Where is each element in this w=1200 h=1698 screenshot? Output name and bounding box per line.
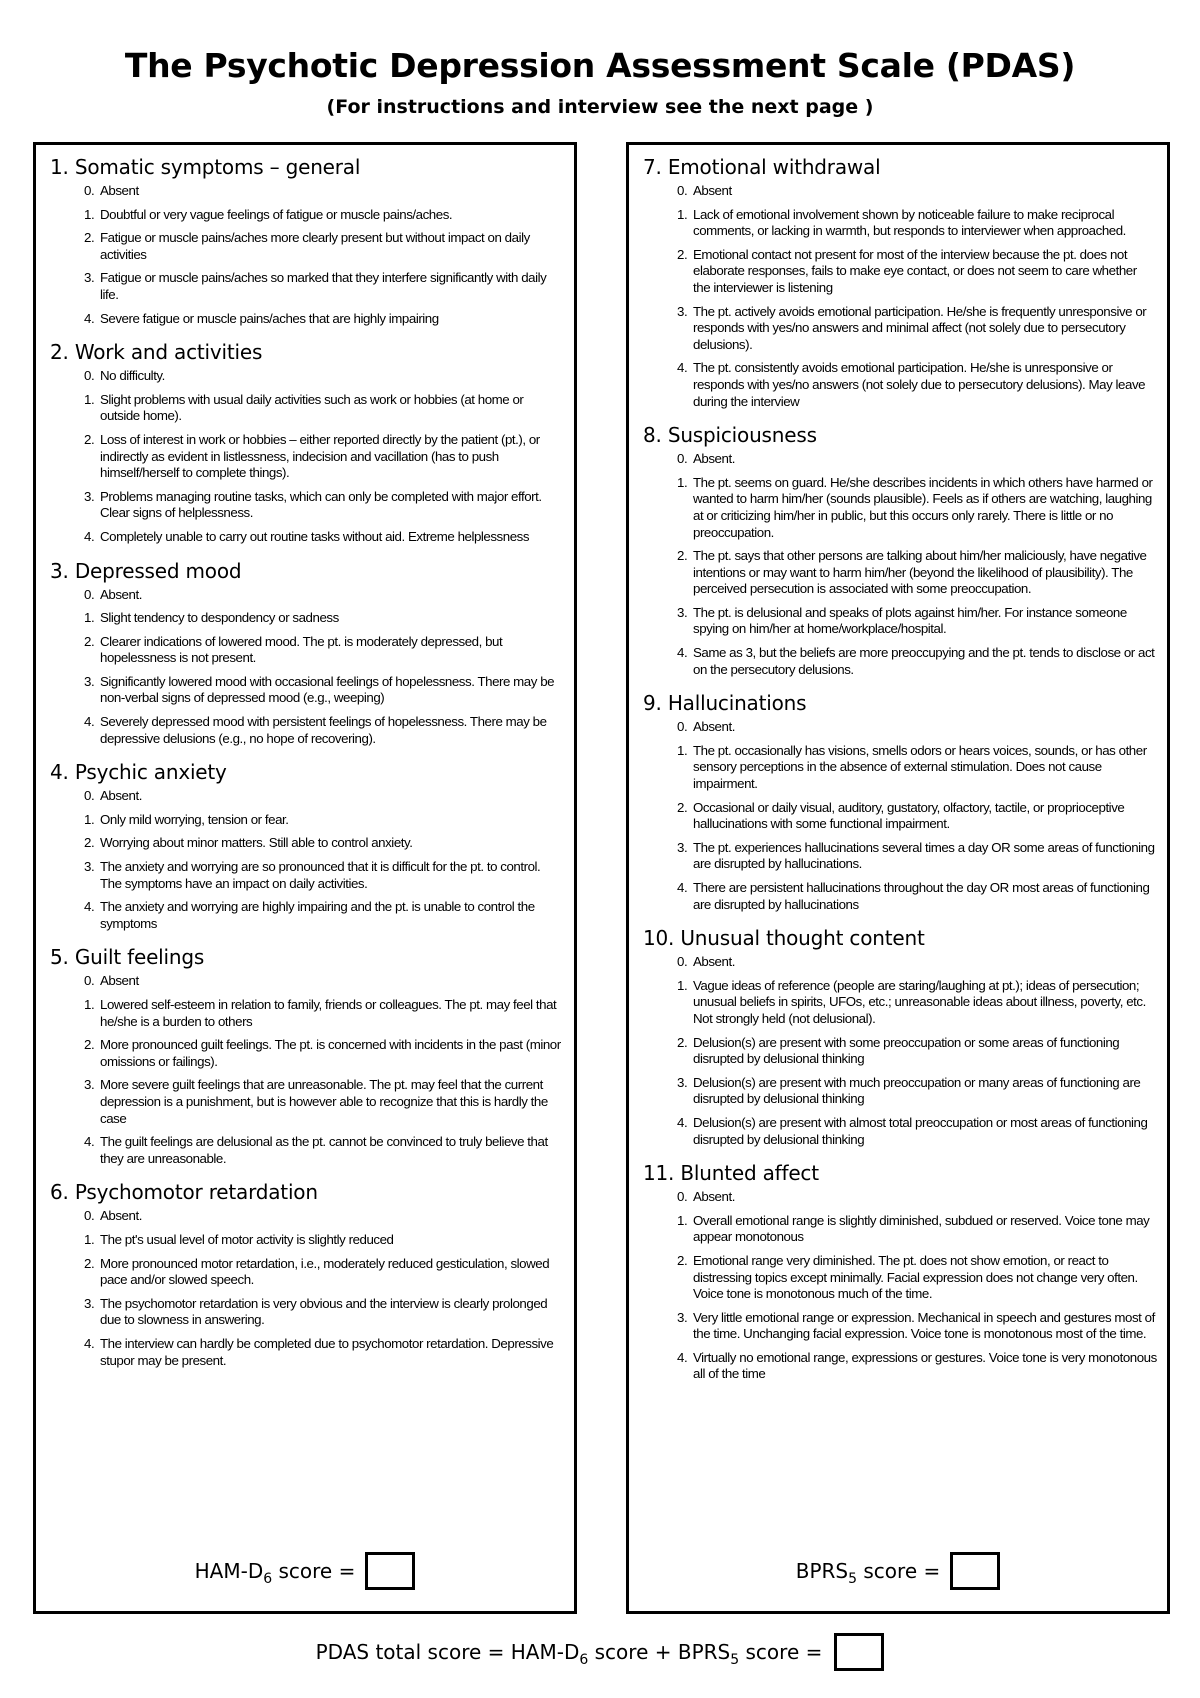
option-number: 4. (677, 880, 688, 895)
option-number: 1. (84, 1231, 95, 1247)
option-text: Absent (693, 183, 732, 198)
rating-option[interactable] (677, 1115, 1157, 1148)
rating-option[interactable] (84, 1296, 564, 1329)
option-number: 1. (84, 997, 95, 1012)
option-text: Significantly lowered mood with occasional feelings of hopelessness. There may be non-verbal signs of depressed mood (e.g., weeping) (100, 673, 555, 706)
page-subtitle: (For instructions and interview see the next page ) (326, 96, 874, 118)
option-text: The pt. says that other persons are talking about him/her maliciously, have negative intentions or may want to harm him/her (beyond the likelihood of plausibility). The perceived persecution is associated with some preoccupation. (693, 548, 1147, 597)
rating-option[interactable] (84, 230, 564, 263)
option-number: 2. (677, 246, 688, 262)
rating-option[interactable] (677, 183, 1157, 200)
rating-option[interactable] (84, 899, 564, 932)
rating-option[interactable] (677, 840, 1157, 873)
option-text: Delusion(s) are present with much preoccupation or many areas of functioning are disrupted by delusional thinking (693, 1074, 1141, 1107)
option-number: 4. (677, 645, 688, 661)
option-text: The pt's usual level of motor activity is slightly reduced (100, 1231, 394, 1247)
option-number: 4. (84, 899, 95, 915)
option-text: Clearer indications of lowered mood. The pt. is moderately depressed, but hopelessness is not present. (100, 633, 503, 666)
option-text: Absent. (693, 719, 735, 735)
rating-option[interactable] (677, 1075, 1157, 1108)
ham-d-items (50, 155, 564, 1382)
bprs-score-row (629, 1549, 1167, 1593)
option-number: 4. (84, 1134, 95, 1150)
option-text: Absent. (693, 1189, 735, 1205)
option-text: Virtually no emotional range, expressions or gestures. Voice tone is very monotonous all of the time (693, 1349, 1157, 1382)
option-number: 1. (84, 811, 95, 827)
option-text: Severely depressed mood with persistent feelings of hopelessness. There may be depressive delusions (e.g., no hope of recovering). (100, 714, 547, 746)
item-title: 2. Work and activities (50, 340, 263, 365)
option-number: 3. (677, 1309, 688, 1325)
option-text: Slight problems with usual daily activities such as work or hobbies (at home or outside home). (100, 391, 524, 424)
bprs-score-box[interactable] (950, 1552, 1000, 1590)
option-text: Fatigue or muscle pains/aches so marked that they interfere significantly with daily life. (100, 270, 547, 302)
option-number: 2. (677, 799, 688, 815)
rating-option[interactable] (677, 743, 1157, 793)
option-text: The psychomotor retardation is very obvious and the interview is clearly prolonged due to slowness in answering. (100, 1295, 548, 1328)
rating-option[interactable] (84, 270, 564, 303)
option-number: 0. (84, 788, 95, 804)
item-title: 10. Unusual thought content (643, 926, 925, 951)
rating-option[interactable] (677, 451, 1157, 468)
option-number: 1. (677, 474, 688, 490)
option-text: Slight tendency to despondency or sadness (100, 610, 339, 626)
rating-option[interactable] (677, 800, 1157, 833)
item-title: 4. Psychic anxiety (50, 760, 227, 785)
rating-option[interactable] (677, 1213, 1157, 1246)
option-number: 3. (84, 859, 95, 875)
rating-option[interactable] (677, 247, 1157, 297)
option-text: Vague ideas of reference (people are staring/laughing at pt.); ideas of persecution; unusual beliefs in spirits, UFOs, etc.; unreasonable ideas about illness, poverty, etc. Not strongly held (not delusional). (693, 977, 1146, 1026)
option-number: 4. (84, 310, 95, 326)
rating-option[interactable] (677, 645, 1157, 678)
option-text: Absent. (100, 586, 142, 602)
rating-option[interactable] (84, 1336, 564, 1369)
option-text: Occasional or daily visual, auditory, gustatory, olfactory, tactile, or proprioceptive hallucinations with some functional impairment. (693, 799, 1125, 832)
option-text: Absent. (693, 451, 735, 467)
rating-option[interactable] (677, 1310, 1157, 1343)
bprs-items (643, 155, 1157, 1396)
option-text: The interview can hardly be completed due to psychomotor retardation. Depressive stupor may be present. (100, 1335, 554, 1368)
rating-option[interactable] (84, 392, 564, 425)
item-title: 7. Emotional withdrawal (643, 155, 881, 179)
item-title: 11. Blunted affect (643, 1161, 819, 1186)
option-text: Emotional range very diminished. The pt. does not show emotion, or react to distressing topics except minimally. Facial expression does not change very often. Voice tone is monotonous much of the time. (693, 1252, 1138, 1302)
option-number: 0. (84, 368, 95, 384)
option-number: 1. (677, 1212, 688, 1228)
rating-option[interactable] (677, 605, 1157, 638)
scale-item (50, 340, 564, 545)
rating-option[interactable] (84, 183, 564, 200)
option-number: 3. (677, 303, 688, 319)
scale-item (50, 559, 564, 748)
rating-option[interactable] (84, 1232, 564, 1249)
option-text: Only mild worrying, tension or fear. (100, 811, 289, 827)
option-text: Absent. (693, 954, 735, 970)
item-title: 9. Hallucinations (643, 691, 807, 716)
option-text: Emotional contact not present for most of the interview because the pt. does not elaborate responses, fails to make eye contact, or does not seem to care whether the interviewer is listening (693, 246, 1137, 295)
option-text: There are persistent hallucinations throughout the day OR most areas of functioning are disrupted by hallucinations (693, 880, 1150, 912)
pdas-total-row (0, 1630, 1200, 1674)
option-number: 2. (84, 431, 95, 447)
option-number: 1. (84, 610, 95, 626)
option-number: 2. (84, 835, 95, 851)
scale-item (50, 945, 564, 1167)
rating-option[interactable] (677, 548, 1157, 598)
scale-item (643, 423, 1157, 678)
option-text: No difficulty. (100, 368, 165, 384)
option-text: Absent. (100, 1208, 142, 1224)
rating-option[interactable] (84, 207, 564, 224)
option-number: 0. (677, 1189, 688, 1205)
rating-option[interactable] (84, 835, 564, 852)
option-number: 3. (84, 488, 95, 504)
rating-option[interactable] (677, 954, 1157, 971)
ham-d-score-label: HAM-$D_6$ score = (194, 1559, 356, 1587)
rating-option[interactable] (84, 1208, 564, 1225)
option-number: 1. (677, 206, 688, 222)
ham-d-score-row (36, 1549, 574, 1593)
rating-option[interactable] (677, 1253, 1157, 1303)
rating-option[interactable] (677, 719, 1157, 736)
option-text: Absent. (100, 788, 142, 804)
option-number: 2. (677, 548, 688, 564)
option-text: More pronounced motor retardation, i.e., moderately reduced gesticulation, slowed pace and/or slowed speech. (100, 1255, 550, 1288)
ham-d-score-box[interactable] (365, 1552, 415, 1590)
option-number: 3. (677, 839, 688, 855)
option-text: Loss of interest in work or hobbies – either reported directly by the patient (pt.), or indirectly as evident in listlessness, indecision and vacillation (has to push himself/herself to complete things). (100, 431, 540, 481)
item-title: 5. Guilt feelings (50, 945, 205, 970)
rating-option[interactable] (84, 1134, 564, 1167)
rating-option[interactable] (677, 304, 1157, 354)
option-number: 1. (84, 391, 95, 407)
rating-option[interactable] (84, 489, 564, 522)
bprs-score-label: $BPRS_5$ score = (795, 1559, 941, 1587)
option-number: 2. (84, 1255, 95, 1271)
option-text: The pt. consistently avoids emotional participation. He/she is unresponsive or responds with yes/no answers (not solely due to persecutory delusions). May leave during the interview (693, 360, 1146, 409)
item-title: 6. Psychomotor retardation (50, 1180, 318, 1205)
rating-option[interactable] (84, 1256, 564, 1289)
rating-option[interactable] (84, 1037, 564, 1070)
option-text: The pt. is delusional and speaks of plots against him/her. For instance someone spying on him/her at home/workplace/hospital. (693, 604, 1127, 637)
rating-option[interactable] (677, 360, 1157, 410)
option-text: The pt. occasionally has visions, smells odors or hears voices, sounds, or has other sensory perceptions in the absence of external stimulation. Does not cause impairment. (693, 742, 1147, 792)
option-text: The anxiety and worrying are so pronounced that it is difficult for the pt. to control. The symptoms have an impact on daily activities. (100, 859, 541, 891)
option-text: The pt. experiences hallucinations several times a day OR some areas of functioning are disrupted by hallucinations. (693, 839, 1155, 872)
option-number: 3. (677, 1074, 688, 1090)
option-number: 4. (677, 1114, 688, 1130)
option-number: 2. (84, 230, 95, 246)
rating-option[interactable] (677, 207, 1157, 240)
rating-option[interactable] (84, 973, 564, 990)
option-text: Overall emotional range is slightly diminished, subdued or reserved. Voice tone may appear monotonous (693, 1212, 1150, 1245)
option-number: 3. (84, 1077, 95, 1093)
option-text: Doubtful or very vague feelings of fatigue or muscle pains/aches. (100, 206, 453, 222)
option-text: Delusion(s) are present with almost total preoccupation or most areas of functioning disrupted by delusional thinking (693, 1114, 1148, 1147)
option-text: Absent (100, 183, 139, 198)
rating-option[interactable] (84, 812, 564, 829)
option-text: Delusion(s) are present with some preoccupation or some areas of functioning disrupted by delusional thinking (693, 1034, 1120, 1067)
option-text: Problems managing routine tasks, which can only be completed with major effort. Clear signs of helplessness. (100, 488, 542, 521)
option-text: More pronounced guilt feelings. The pt. is concerned with incidents in the past (minor omissions or failings). (100, 1037, 561, 1069)
option-number: 3. (677, 604, 688, 620)
option-number: 4. (677, 360, 688, 376)
option-number: 1. (677, 742, 688, 758)
scale-item (643, 691, 1157, 913)
rating-option[interactable] (677, 880, 1157, 913)
option-number: 0. (84, 586, 95, 602)
rating-option[interactable] (84, 714, 564, 747)
scale-item (643, 155, 1157, 410)
option-text: The pt. actively avoids emotional participation. He/she is frequently unresponsive or responds with yes/no answers and minimal affect (not solely due to persecutory delusions). (693, 303, 1147, 352)
option-text: Same as 3, but the beliefs are more preoccupying and the pt. tends to disclose or act on the persecutory delusions. (693, 645, 1155, 677)
item-title: 1. Somatic symptoms – general (50, 155, 361, 179)
pdas-total-score-box[interactable] (834, 1633, 884, 1671)
option-text: More severe guilt feelings that are unreasonable. The pt. may feel that the current depression is a punishment, but is however able to recognize that this is hardly the case (100, 1077, 548, 1126)
rating-option[interactable] (677, 1189, 1157, 1206)
bprs-panel (626, 142, 1170, 1614)
scale-item (643, 926, 1157, 1148)
option-number: 1. (677, 977, 688, 993)
option-text: The pt. seems on guard. He/she describes incidents in which others have harmed or wanted to harm him/her (sounds plausible). Feels as if others are watching, laughing at or criticizing him/her in public, but this occurs only rarely. There is little or no preoccupation. (693, 474, 1153, 540)
option-text: Lack of emotional involvement shown by noticeable failure to make reciprocal comments, or lacking in warmth, but responds to interviewer when approached. (693, 206, 1126, 239)
option-text: Severe fatigue or muscle pains/aches that are highly impairing (100, 310, 439, 326)
option-text: Fatigue or muscle pains/aches more clearly present but without impact on daily activities (100, 230, 530, 262)
rating-option[interactable] (677, 978, 1157, 1028)
scale-item (50, 760, 564, 932)
option-number: 4. (677, 1349, 688, 1365)
rating-option[interactable] (677, 1350, 1157, 1383)
rating-option[interactable] (84, 529, 564, 546)
pdas-total-label: PDAS total score = HAM-$D_6$ score + $BPRS_5$ score = (315, 1640, 823, 1668)
page-title: The Psychotic Depression Assessment Scale (PDAS) (124, 46, 1076, 85)
rating-option[interactable] (677, 1035, 1157, 1068)
rating-option[interactable] (84, 432, 564, 482)
option-number: 4. (84, 528, 95, 544)
option-number: 2. (84, 1037, 95, 1053)
rating-option[interactable] (84, 610, 564, 627)
option-number: 2. (677, 1252, 688, 1268)
option-number: 1. (84, 206, 95, 222)
option-number: 3. (84, 673, 95, 689)
option-number: 3. (84, 1295, 95, 1311)
item-title: 3. Depressed mood (50, 558, 242, 583)
option-text: Worrying about minor matters. Still able to control anxiety. (100, 835, 413, 851)
ham-d-panel (33, 142, 577, 1614)
option-text: Absent (100, 973, 139, 989)
rating-option[interactable] (84, 634, 564, 667)
option-number: 2. (84, 633, 95, 649)
option-text: Completely unable to carry out routine tasks without aid. Extreme helplessness (100, 528, 530, 544)
option-number: 3. (84, 270, 95, 286)
rating-option[interactable] (84, 788, 564, 805)
option-number: 0. (84, 1208, 95, 1224)
option-text: Very little emotional range or expression. Mechanical in speech and gestures most of the time. Unchanging facial expression. Voice tone is monotonous most of the time. (693, 1309, 1155, 1342)
rating-option[interactable] (84, 997, 564, 1030)
rating-option[interactable] (677, 475, 1157, 541)
rating-option[interactable] (84, 587, 564, 604)
option-number: 0. (677, 719, 688, 735)
item-title: 8. Suspiciousness (643, 423, 817, 448)
rating-option[interactable] (84, 674, 564, 707)
rating-option[interactable] (84, 1077, 564, 1127)
rating-option[interactable] (84, 368, 564, 385)
option-number: 4. (84, 714, 95, 730)
option-text: The anxiety and worrying are highly impairing and the pt. is unable to control the symptoms (100, 899, 535, 931)
rating-option[interactable] (84, 859, 564, 892)
option-number: 4. (84, 1335, 95, 1351)
scale-item (643, 1161, 1157, 1383)
option-number: 0. (677, 451, 688, 467)
option-number: 2. (677, 1034, 688, 1050)
rating-option[interactable] (84, 311, 564, 328)
option-number: 0. (677, 954, 688, 970)
scale-item (50, 1180, 564, 1369)
option-number: 0. (84, 973, 95, 989)
option-text: Lowered self-esteem in relation to family, friends or colleagues. The pt. may feel that he/she is a burden to others (100, 997, 557, 1029)
scale-item (50, 155, 564, 327)
option-number: 0. (84, 183, 95, 198)
option-number: 0. (677, 183, 688, 198)
option-text: The guilt feelings are delusional as the pt. cannot be convinced to truly believe that they are unreasonable. (100, 1134, 548, 1166)
